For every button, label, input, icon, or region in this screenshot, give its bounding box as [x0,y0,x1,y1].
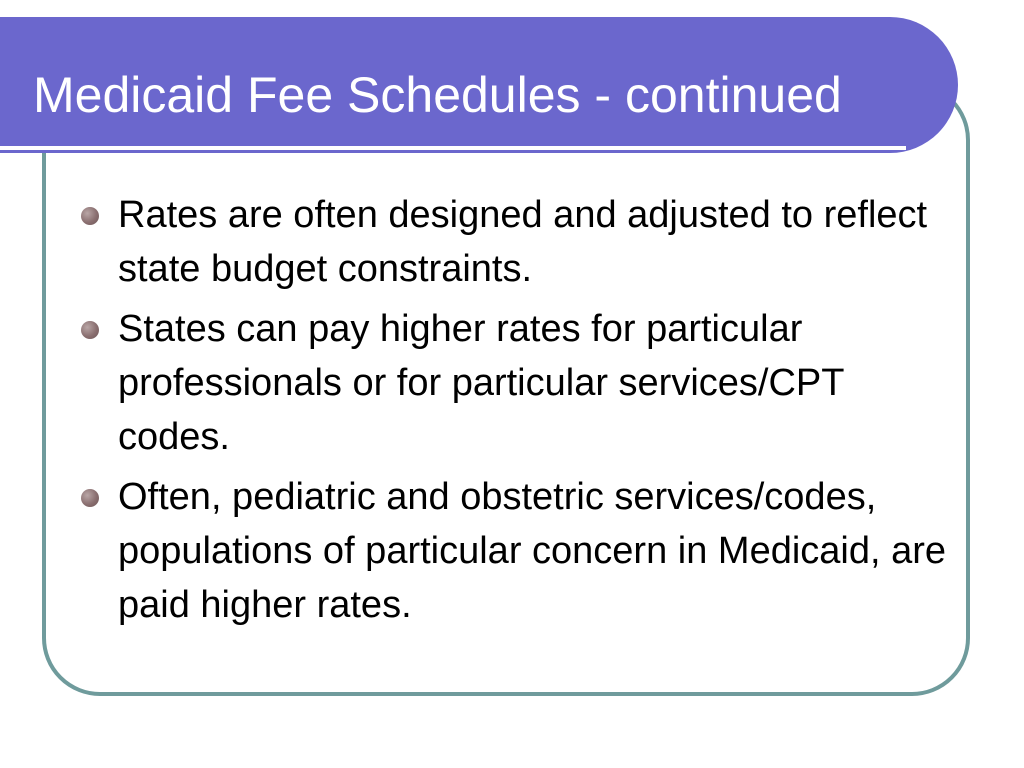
bullet-text: Often, pediatric and obstetric services/codes, populations of particular concern in Medicaid, are paid higher rates. [118,476,947,626]
bullet-item [80,302,950,464]
title-bar [0,17,958,153]
bullet-item [80,470,950,632]
bullet-dot-icon [81,321,99,339]
bullet-text: States can pay higher rates for particular professionals or for particular services/CPT codes. [118,308,844,458]
bullet-text: Rates are often designed and adjusted to reflect state budget constraints. [118,194,928,290]
bullet-list [80,188,950,638]
bullet-dot-icon [81,489,99,507]
slide-title: Medicaid Fee Schedules - continued [33,67,842,123]
bullet-dot-icon [81,207,99,225]
title-underline [0,146,906,150]
bullet-item [80,188,950,296]
